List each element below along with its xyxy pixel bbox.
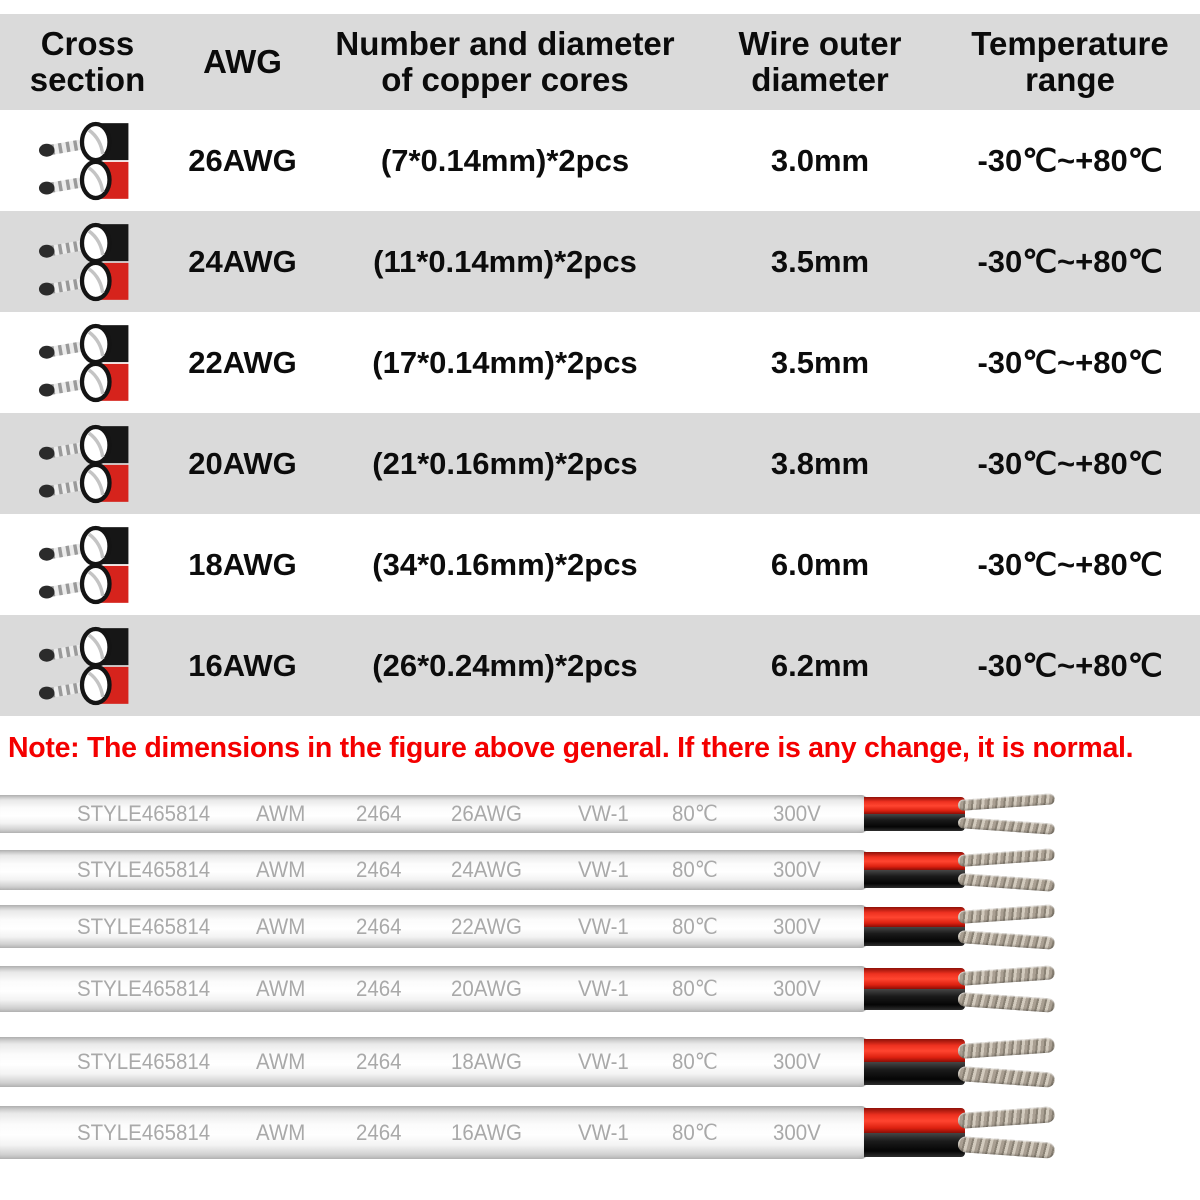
wire-photo-18awg	[0, 1037, 1200, 1087]
print-temp: 80℃	[672, 913, 718, 939]
copper-strand-top	[957, 1106, 1055, 1129]
cores-cell: (11*0.14mm)*2pcs	[373, 243, 637, 279]
awg-cell: 20AWG	[188, 445, 297, 481]
header-temperature	[940, 14, 1200, 110]
print-style: STYLE465814	[77, 857, 211, 882]
wire-jacket	[0, 1106, 868, 1159]
print-code: 2464	[356, 857, 402, 882]
header-line: of copper cores	[381, 61, 629, 98]
header-line: range	[1025, 61, 1115, 98]
table-row	[0, 514, 1200, 615]
wire-photo-20awg	[0, 966, 1200, 1012]
print-temp: 80℃	[672, 857, 718, 882]
red-wire	[864, 797, 965, 814]
print-temp: 80℃	[672, 1049, 718, 1074]
outer-diameter-cell: 3.5mm	[770, 243, 870, 279]
print-vw: VW-1	[578, 913, 629, 939]
print-temp: 80℃	[672, 801, 718, 826]
header-line: section	[29, 61, 146, 98]
outer-diameter-cell: 3.8mm	[770, 445, 870, 481]
note-text: Note: The dimensions in the figure above general. If there is any change, it is normal.	[8, 732, 1134, 764]
black-wire	[864, 989, 965, 1010]
wire-jacket	[0, 795, 868, 833]
print-gauge: 16AWG	[451, 1119, 522, 1145]
header-line: Number and diameter	[335, 25, 675, 63]
print-awm: AWM	[256, 801, 306, 826]
print-style: STYLE465814	[77, 1049, 211, 1074]
print-vw: VW-1	[578, 801, 629, 826]
black-wire	[864, 1062, 965, 1085]
cross-section-cell	[0, 615, 175, 716]
awg-cell: 18AWG	[188, 546, 297, 582]
cores-cell: (21*0.16mm)*2pcs	[372, 445, 638, 481]
wire-photo-22awg	[0, 905, 1200, 948]
inner-wires	[864, 852, 965, 888]
inner-wires	[864, 968, 965, 1010]
print-vw: VW-1	[578, 976, 629, 1001]
header-copper-cores	[310, 14, 700, 110]
red-wire	[864, 907, 965, 927]
table-row	[0, 110, 1200, 211]
black-wire	[864, 927, 965, 947]
header-line: Temperature	[971, 25, 1169, 63]
print-temp: 80℃	[672, 976, 718, 1001]
temp-range-cell: -30℃~+80℃	[977, 546, 1163, 582]
print-awm: AWM	[256, 976, 306, 1001]
header-cross-section	[0, 14, 175, 110]
wire-photo-16awg	[0, 1106, 1200, 1159]
outer-diameter-cell: 6.2mm	[770, 647, 870, 683]
print-gauge: 24AWG	[451, 857, 522, 882]
wire-jacket	[0, 1037, 868, 1087]
temp-range-cell: -30℃~+80℃	[977, 344, 1163, 380]
inner-wires	[864, 907, 965, 946]
wire-cross-section-icon	[30, 522, 146, 608]
print-vw: VW-1	[578, 1119, 629, 1145]
wire-cross-section-icon	[30, 320, 146, 406]
temp-range-cell: -30℃~+80℃	[977, 142, 1163, 178]
print-vw: VW-1	[578, 1049, 629, 1074]
print-voltage: 300V	[773, 1049, 821, 1074]
print-voltage: 300V	[773, 801, 821, 826]
print-gauge: 18AWG	[451, 1049, 522, 1074]
print-code: 2464	[356, 1049, 402, 1074]
black-wire	[864, 870, 965, 888]
outer-diameter-cell: 3.0mm	[770, 142, 870, 178]
black-wire	[864, 814, 965, 831]
print-style: STYLE465814	[77, 913, 211, 939]
table-row	[0, 312, 1200, 413]
wire-photo-26awg	[0, 795, 1200, 833]
outer-diameter-cell: 6.0mm	[770, 546, 870, 582]
print-awm: AWM	[256, 857, 306, 882]
table-header	[0, 14, 1200, 110]
print-code: 2464	[356, 976, 402, 1001]
awg-cell: 16AWG	[188, 647, 297, 683]
print-awm: AWM	[256, 1049, 306, 1074]
header-outer-diameter	[700, 14, 940, 110]
cross-section-cell	[0, 110, 175, 211]
copper-strand-top	[958, 793, 1056, 811]
wire-jacket	[0, 850, 868, 890]
cross-section-cell	[0, 514, 175, 615]
wire-cross-section-icon	[30, 623, 146, 709]
red-wire	[864, 852, 965, 870]
print-code: 2464	[356, 913, 402, 939]
header-line: AWG	[203, 43, 282, 81]
awg-cell: 24AWG	[188, 243, 297, 279]
copper-strand-top	[958, 848, 1056, 867]
header-line: diameter	[751, 61, 889, 98]
red-wire	[864, 1108, 965, 1133]
temp-range-cell: -30℃~+80℃	[977, 445, 1163, 481]
red-wire	[864, 968, 965, 989]
print-voltage: 300V	[773, 913, 821, 939]
copper-strand-top	[958, 965, 1056, 986]
temp-range-cell: -30℃~+80℃	[977, 647, 1163, 683]
outer-diameter-cell: 3.5mm	[770, 344, 870, 380]
print-voltage: 300V	[773, 976, 821, 1001]
copper-strand-bottom	[958, 873, 1056, 892]
wire-photo-24awg	[0, 850, 1200, 890]
cores-cell: (26*0.24mm)*2pcs	[372, 647, 638, 683]
print-awm: AWM	[256, 913, 306, 939]
copper-strand-top	[957, 1037, 1055, 1059]
temp-range-cell: -30℃~+80℃	[977, 243, 1163, 279]
black-wire	[864, 1133, 965, 1158]
print-style: STYLE465814	[77, 976, 211, 1001]
table-row	[0, 211, 1200, 312]
inner-wires	[864, 1108, 965, 1157]
print-vw: VW-1	[578, 857, 629, 882]
red-wire	[864, 1039, 965, 1062]
print-code: 2464	[356, 801, 402, 826]
awg-cell: 26AWG	[188, 142, 297, 178]
wire-cross-section-icon	[30, 118, 146, 204]
wire-jacket	[0, 966, 868, 1012]
copper-strand-bottom	[958, 930, 1056, 950]
inner-wires	[864, 797, 965, 831]
wire-jacket	[0, 905, 868, 948]
header-awg	[175, 14, 310, 110]
copper-strand-bottom	[957, 1066, 1055, 1088]
copper-strand-bottom	[958, 992, 1056, 1013]
wire-cross-section-icon	[30, 421, 146, 507]
copper-strand-bottom	[958, 817, 1056, 835]
print-style: STYLE465814	[77, 801, 211, 826]
print-code: 2464	[356, 1119, 402, 1145]
copper-strand-top	[958, 904, 1056, 924]
cross-section-cell	[0, 211, 175, 312]
print-gauge: 26AWG	[451, 801, 522, 826]
print-gauge: 20AWG	[451, 976, 522, 1001]
print-voltage: 300V	[773, 1119, 821, 1145]
copper-strand-bottom	[957, 1136, 1055, 1159]
print-style: STYLE465814	[77, 1119, 211, 1145]
awg-cell: 22AWG	[188, 344, 297, 380]
table-row	[0, 615, 1200, 716]
header-line: Cross	[40, 25, 135, 63]
print-voltage: 300V	[773, 857, 821, 882]
print-gauge: 22AWG	[451, 913, 522, 939]
header-line: Wire outer	[738, 25, 902, 63]
table-row	[0, 413, 1200, 514]
cores-cell: (7*0.14mm)*2pcs	[380, 142, 630, 178]
wire-cross-section-icon	[30, 219, 146, 305]
print-awm: AWM	[256, 1119, 306, 1145]
print-temp: 80℃	[672, 1119, 718, 1145]
cores-cell: (34*0.16mm)*2pcs	[372, 546, 638, 582]
inner-wires	[864, 1039, 965, 1085]
cross-section-cell	[0, 312, 175, 413]
cross-section-cell	[0, 413, 175, 514]
cores-cell: (17*0.14mm)*2pcs	[372, 344, 638, 380]
